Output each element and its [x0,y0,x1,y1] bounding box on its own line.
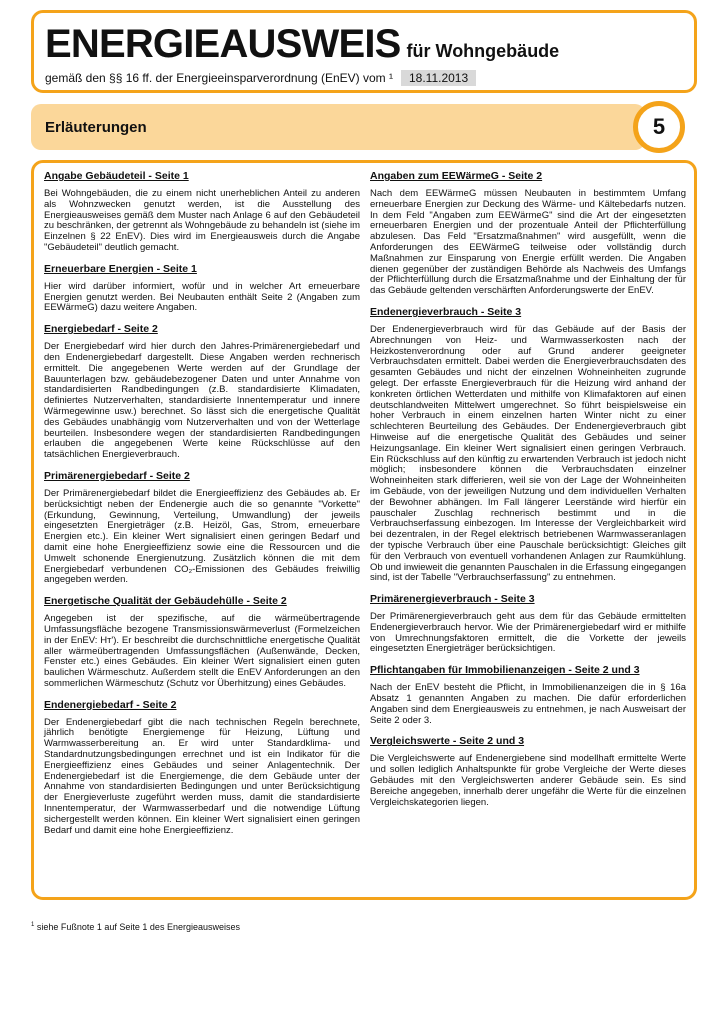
section-text: Der Endenergiebedarf gibt die nach technischen Regeln berechnete, jährlich benötigte Energiemenge für Heizung, Lüftung und Warmwasserbereitung an. Er wird unter Standardklima- und Standardnutzungsbedingungen errechnet und ist ein Indikator für die Energieeffizienz eines Gebäudes und seiner Anlagentechnik. Der Endenergiebedarf ist die Energiemenge, die dem Gebäude unter der Annahme von standardisierten Bedingungen und unter Berücksichtigung der Energieverluste zugeführt werden muss, damit die standardisierte Innentemperatur, der Warmwasserbedarf und die notwendige Lüftung sichergestellt werden können. Ein kleiner Wert signalisiert einen geringen Bedarf und damit eine hohe Energieeffizienz. [44,716,360,836]
section-bar [31,104,645,150]
section-text: Der Primärenergieverbrauch geht aus dem für das Gebäude ermittelten Endenergieverbrauch hervor. Wie der Primärenergiebedarf wird er mithilfe von Umrechnungsfaktoren ermittelt, die die Vorkette der jeweils eingesetzten Energieträger berücksichtigen. [370,611,686,655]
section-heading: Angaben zum EEWärmeG - Seite 2 [370,170,543,182]
section-heading: Erneuerbare Energien - Seite 1 [44,262,197,275]
section-text: Nach der EnEV besteht die Pflicht, in Immobilienanzeigen die in § 16a Absatz 1 genannten Angaben zu machen. Die dafür erforderlichen Angaben sind dem Energieausweis zu entnehmen, je nach Ausweisart der Seite 2 oder 3. [370,682,686,726]
section-text: Angegeben ist der spezifische, auf die wärmeübertragende Umfassungsfläche bezogene Transmissionswärmeverlust (Formelzeichen in der EnEV: Hᴛ'). Er beschreibt die durchschnittliche energetische Qualität aller wärmeübertragenden Umfassungsflächen (Außenwände, Decken, Fenster etc.) eines Gebäudes. Ein kleiner Wert signalisiert einen guten baulichen Wärmeschutz. Außerdem stellt die EnEV Anforderungen an den sommerlichen Wärmeschutz (Schutz vor Überhitzung) eines Gebäudes. [44,613,360,689]
footnote [31,922,240,932]
footnote-text: siehe Fußnote 1 auf Seite 1 des Energieausweises [36,922,240,932]
header-box [31,10,697,93]
section-heading: Energetische Qualität der Gebäudehülle - Seite 2 [44,595,287,608]
section-text: Der Primärenergiebedarf bildet die Energieeffizienz des Gebäudes ab. Er berücksichtigt neben der Endenergie auch die so genannte "Vorkette" (Erkundung, Gewinnung, Verteilung, Umwandlung) der jeweils eingesetzten Energieträger (z.B. Heizöl, Gas, Strom, erneuerbare Energien etc.). Ein kleiner Wert signalisiert einen geringen Bedarf und damit eine hohe Energieeffizienz sowie eine die Ressourcen und die Umwelt schonende Energienutzung. Zusätzlich können die mit dem Energiebedarf verbundenen CO₂-Emissionen des Gebäudes freiwillig angegeben werden. [44,487,360,586]
section-text: Hier wird darüber informiert, wofür und in welcher Art erneuerbare Energien genutzt werden. Bei Neubauten enthält Seite 2 (Angaben zum EEWärmeG) dazu weitere Angaben. [44,280,360,314]
section-text: Die Vergleichswerte auf Endenergiebene sind modellhaft ermittelte Werte und sollen lediglich Anhaltspunkte für grobe Vergleiche der Werte dieses Gebäudes mit den Vergleichswerten anderer Gebäude sein. Es sind Bereiche angegeben, innerhalb derer ungefähr die Werte für die einzelnen Vergleichskategorien liegen. [370,753,686,808]
section-heading: Pflichtangaben für Immobilienanzeigen - Seite 2 und 3 [370,664,640,677]
title-main: ENERGIEAUSWEIS [45,22,401,66]
section-heading: Primärenergieverbrauch - Seite 3 [370,593,535,606]
left-column [44,170,360,836]
section-heading: Endenergieverbrauch - Seite 3 [370,305,522,318]
section-heading: Endenergiebedarf - Seite 2 [44,698,177,711]
subtitle-line [45,70,476,86]
section-text: Der Endenergieverbrauch wird für das Gebäude auf der Basis der Abrechnungen von Heiz- und Warmwasserkosten nach der Heizkostenverordnung oder auf Grund anderer geeigneter Verbrauchsdaten ermittelt. Dabei werden die Energieverbrauchsdaten des gesamten Gebäudes und nicht der einzelnen Wohneinheiten zugrunde gelegt. Der erfasste Energieverbrauch für die Heizung wird anhand der konkreten örtlichen Wetterdaten und mithilfe von Klimafaktoren auf einen deutschlandweiten Mittelwert umgerechnet. So führt beispielsweise ein hoher Verbrauch in einem einzelnen harten Winter nicht zu einer schlechteren Beurteilung des Gebäudes. Der Endenergieverbrauch gibt Hinweise auf die energetische Qualität des Gebäudes und seiner Heizungsanlage. Ein kleiner Wert signalisiert einen geringen Verbrauch. Ein Rückschluss auf den künftig zu erwartenden Verbrauch ist jedoch nicht möglich; insbesondere können die Verbrauchsdaten einzelner Wohneinheiten stark differieren, weil sie von der Lage der Wohneinheiten im Gebäude, von der jeweiligen Nutzung und dem individuellen Verhalten der Bewohner abhängen. Im Fall längerer Leerstände wird hierfür ein pauschaler Zuschlag rechnerisch bestimmt und in die Verbrauchserfassung einbezogen. Im Interesse der Vergleichbarkeit wird bei dezentralen, in der Regel elektrisch betriebenen Warmwasseranlagen der typische Verbrauch über eine Pauschale berücksichtigt: Gleiches gilt für den Verbrauch von eventuell vorhandenen Anlagen zur Raumkühlung. Ob und inwieweit die genannten Pauschalen in die Erfassung eingegangen sind, ist der Tabelle "Verbrauchserfassung" zu entnehmen. [370,323,686,584]
section-text: Der Energiebedarf wird hier durch den Jahres-Primärenergiebedarf und den Endenergiebedarf dargestellt. Diese Angaben werden rechnerisch ermittelt. Die angegebenen Werte werden auf der Grundlage der Bauunterlagen bzw. gebäudebezogener Daten und unter Annahme von standardisierten Randbedingungen (z.B. standardisierte Klimadaten, definiertes Nutzerverhalten, standardisierte Innentemperatur und innere Wärmegewinne usw.) berechnet. So lässt sich die energetische Qualität des Gebäudes unabhängig vom Nutzerverhalten und von der Wetterlage beurteilen. Insbesondere wegen der standardisierten Randbedingungen erlauben die angegebenen Werte keine Rückschlüsse auf den tatsächlichen Energieverbrauch. [44,341,360,461]
section-text: Bei Wohngebäuden, die zu einem nicht unerheblichen Anteil zu anderen als Wohnzwecken genutzt werden, ist die Ausstellung des Energieausweises gemäß dem Muster nach Anlage 6 auf den Gebäudeteil zu beschränken, der getrennt als Wohngebäude zu behandeln ist (siehe im Einzelnen § 22 EnEV). Dies wird im Energieausweis durch die Angabe "Gebäudeteil" deutlich gemacht. [44,188,360,253]
section-heading: Vergleichswerte - Seite 2 und 3 [370,735,525,748]
date-field: 18.11.2013 [401,70,476,86]
title-suffix: für Wohngebäude [406,41,560,61]
section-heading: Angabe Gebäudeteil - Seite 1 [44,170,189,182]
section-heading: Energiebedarf - Seite 2 [44,323,158,336]
subtitle-text: gemäß den §§ 16 ff. der Energieeinsparverordnung (EnEV) vom ¹ [45,71,393,85]
section-text: Nach dem EEWärmeG müssen Neubauten in bestimmtem Umfang erneuerbare Energien zur Deckung des Wärme- und Kältebedarfs nutzen. In dem Feld "Angaben zum EEWärmeG" sind die Art der eingesetzten erneuerbaren Energien und der prozentuale Anteil der Pflichterfüllung abzulesen. Das Feld "Ersatzmaßnahmen" wird ausgefüllt, wenn die Anforderungen des EEWärmeG teilweise oder vollständig durch Maßnahmen zur Einsparung von Energie erfüllt werden. Die Angaben dienen gegenüber der zuständigen Behörde als Nachweis des Umfangs der Pflichterfüllung durch die Ersatzmaßnahme und der Einhaltung der für das Gebäude geltenden verschärften Anforderungswerte der EnEV. [370,188,686,297]
footnote-marker: 1 [31,922,35,928]
page-number-badge: 5 [633,101,685,153]
right-column [370,170,686,808]
section-title: Erläuterungen [45,119,147,136]
document-title [45,22,559,67]
section-heading: Primärenergiebedarf - Seite 2 [44,469,190,482]
content-box [31,160,697,900]
